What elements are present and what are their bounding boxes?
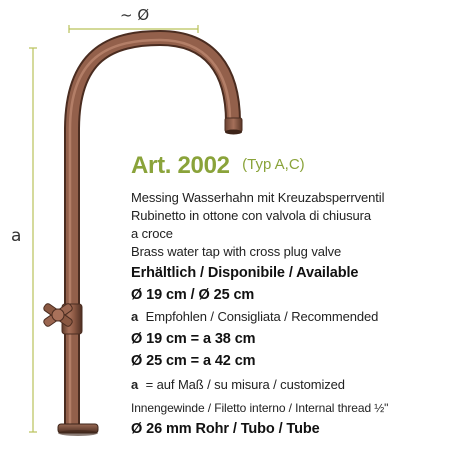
recommendation-key: a <box>131 309 139 324</box>
availability-heading: Erhältlich / Disponibile / Available <box>131 265 359 281</box>
recommendation-text: Empfohlen / Consigliata / Recommended <box>145 309 379 324</box>
description-it-2: a croce <box>131 226 173 241</box>
recommendation-line <box>131 309 378 324</box>
custom-key: a <box>131 377 139 392</box>
availability-sizes: Ø 19 cm / Ø 25 cm <box>131 287 255 303</box>
thread-info: Innengewinde / Filetto interno / Internal thread ½" <box>131 401 389 415</box>
description-it-1: Rubinetto in ottone con valvola di chiusura <box>131 208 371 223</box>
custom-text: = auf Maß / su misura / customized <box>145 377 345 392</box>
article-number: Art. 2002 <box>131 152 230 179</box>
recommendation-row-19: Ø 19 cm = a 38 cm <box>131 331 256 347</box>
product-title <box>131 152 305 180</box>
description-en: Brass water tap with cross plug valve <box>131 244 342 259</box>
article-type: (Typ A,C) <box>242 156 305 173</box>
width-dimension-label: ~ Ø <box>120 6 150 24</box>
pipe-info: Ø 26 mm Rohr / Tubo / Tube <box>131 421 320 437</box>
height-dimension-label: a <box>11 226 22 246</box>
spout-opening <box>225 130 242 135</box>
description-de: Messing Wasserhahn mit Kreuzabsperrventil <box>131 190 385 205</box>
tap-base-shadow <box>58 430 98 436</box>
custom-line <box>131 377 345 392</box>
recommendation-row-25: Ø 25 cm = a 42 cm <box>131 353 256 369</box>
